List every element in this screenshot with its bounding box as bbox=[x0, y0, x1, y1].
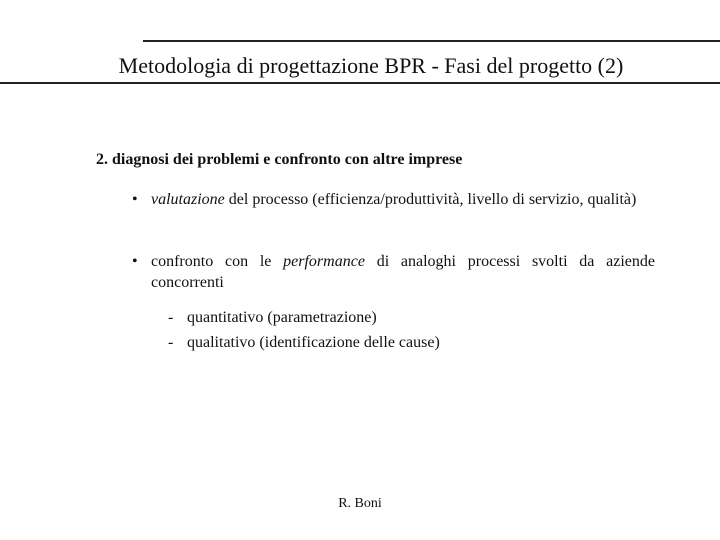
bullet-body: del processo (efficienza/produttività, livello di servizio, qualità) bbox=[224, 191, 637, 208]
dash-marker: - bbox=[168, 309, 174, 326]
title-rule-top bbox=[143, 40, 720, 42]
bullet-emphasis: performance bbox=[283, 253, 365, 270]
footer-author: R. Boni bbox=[338, 496, 382, 511]
bullet-body-pre: confronto con le bbox=[151, 253, 284, 270]
bullet-body-post: di analoghi processi svolti da aziende concorrenti bbox=[151, 253, 655, 291]
bullet-emphasis: valutazione bbox=[151, 191, 225, 208]
title-rule-bottom bbox=[0, 82, 720, 84]
bullet-marker: • bbox=[132, 253, 138, 270]
section-heading: 2. diagnosi dei problemi e confronto con altre imprese bbox=[96, 151, 463, 168]
sub-item-qualitativo: qualitativo (identificazione delle cause) bbox=[187, 334, 440, 351]
bullet-item-valutazione bbox=[151, 189, 655, 210]
bullet-marker: • bbox=[132, 191, 138, 208]
dash-marker: - bbox=[168, 334, 174, 351]
slide-title: Metodologia di progettazione BPR - Fasi del progetto (2) bbox=[118, 53, 624, 78]
sub-item-quantitativo: quantitativo (parametrazione) bbox=[187, 309, 377, 326]
bullet-item-confronto bbox=[151, 251, 655, 293]
